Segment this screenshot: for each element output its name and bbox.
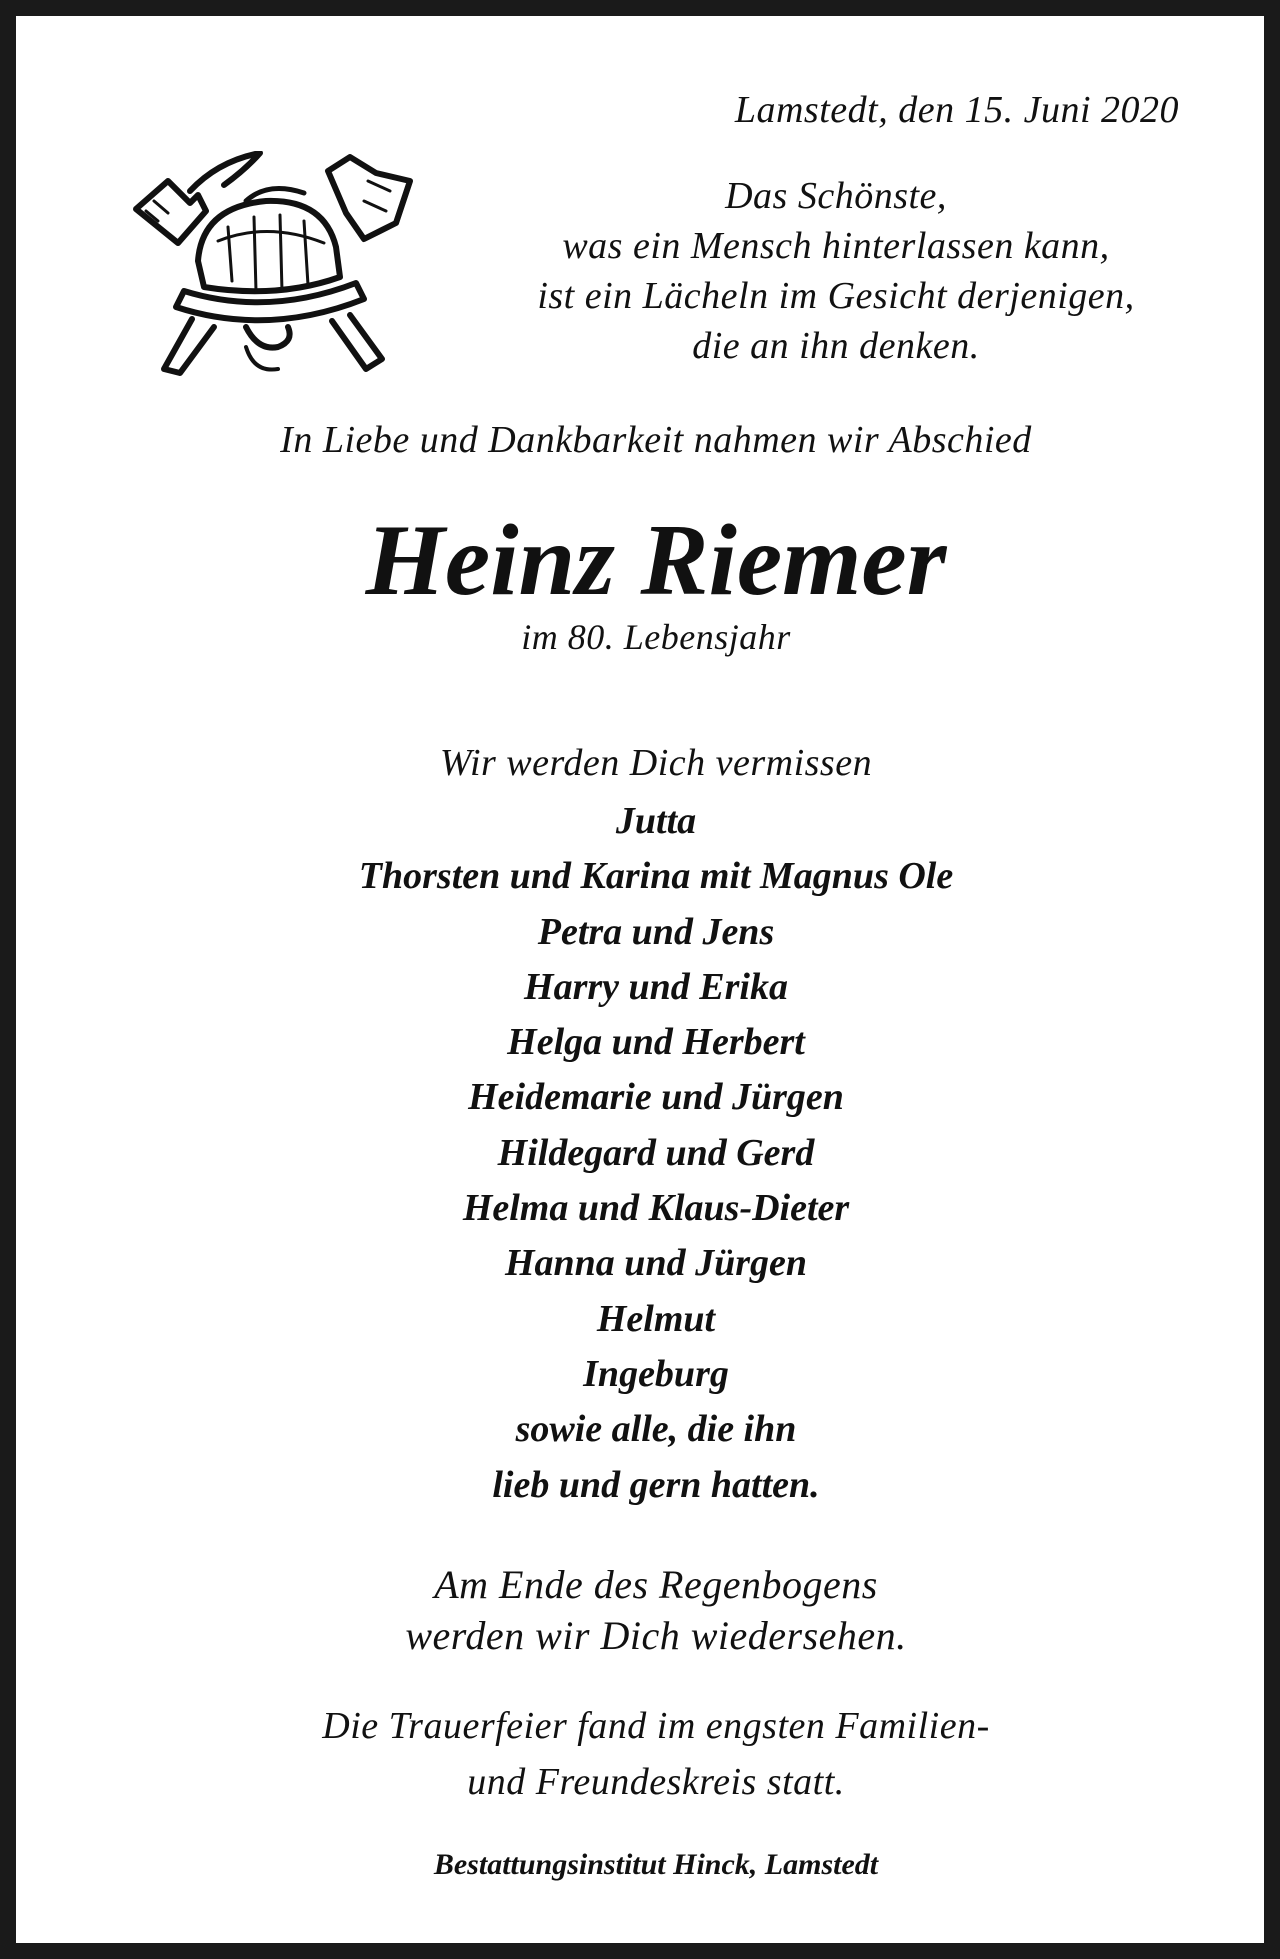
miss-line: Wir werden Dich vermissen (439, 742, 873, 784)
intro-line: In Liebe und Dankbarkeit nahmen wir Abschied (280, 419, 1032, 461)
family-member: Helma und Klaus-Dieter (462, 1187, 850, 1230)
family-member: Hildegard und Gerd (497, 1131, 815, 1174)
family-member: Helga und Herbert (507, 1021, 805, 1064)
family-list (16, 794, 1280, 1513)
funeral-line: und Freundeskreis statt. (467, 1761, 845, 1803)
family-member: sowie alle, die ihn (515, 1408, 797, 1451)
age-line (16, 616, 1280, 658)
quote-line: Das Schönste, (725, 175, 947, 217)
deceased-name: Heinz Riemer (365, 504, 947, 617)
family-member: Hanna und Jürgen (504, 1242, 807, 1285)
family-member: Ingeburg (583, 1352, 729, 1395)
funeral-line: Die Trauerfeier fand im engsten Familien- (322, 1705, 990, 1747)
family-member: Jutta (615, 800, 697, 842)
quote-line: ist ein Lächeln im Gesicht derjenigen, (537, 275, 1135, 317)
rainbow-line: werden wir Dich wiedersehen. (405, 1613, 907, 1658)
quote-line: die an ihn denken. (692, 325, 980, 367)
quote-line: was ein Mensch hinterlassen kann, (562, 225, 1110, 267)
family-member: Thorsten und Karina mit Magnus Ole (358, 855, 954, 898)
rainbow-line: Am Ende des Regenbogens (434, 1562, 878, 1607)
family-member: lieb und gern hatten. (492, 1463, 820, 1506)
undertaker-name: Bestattungsinstitut Hinck, Lamstedt (433, 1848, 879, 1881)
family-member: Harry und Erika (524, 965, 788, 1008)
age-text: im 80. Lebensjahr (521, 617, 791, 657)
family-member: Heidemarie und Jürgen (468, 1076, 844, 1119)
family-member: Petra und Jens (537, 910, 775, 953)
place-date: Lamstedt, den 15. Juni 2020 (734, 89, 1179, 131)
family-member: Helmut (596, 1297, 716, 1340)
firefighter-helmet-crossed-axes-icon (128, 151, 418, 381)
